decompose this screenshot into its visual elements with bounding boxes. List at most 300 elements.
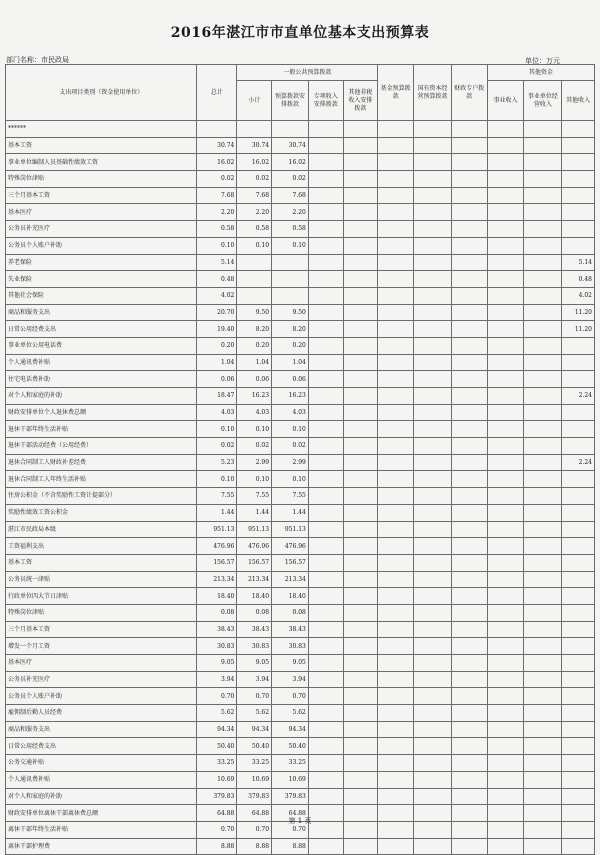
cell-fund-budget <box>378 771 414 788</box>
cell-total: 0.70 <box>197 821 237 838</box>
cell-budget-arranged: 4.03 <box>272 404 309 421</box>
row-label: 基本工资 <box>6 554 197 571</box>
cell-state-capital <box>414 304 452 321</box>
cell-budget-arranged: 0.02 <box>272 171 309 188</box>
cell-fiscal-special <box>451 354 487 371</box>
cell-nontax-income <box>343 287 378 304</box>
cell-business-income <box>487 621 524 638</box>
table-row <box>6 671 595 688</box>
cell-fiscal-special <box>451 454 487 471</box>
cell-operating-income <box>524 554 562 571</box>
cell-subtotal <box>237 254 272 271</box>
cell-subtotal: 8.88 <box>237 838 272 855</box>
header-other-funds: 其他资金 <box>487 65 594 81</box>
cell-other-income <box>562 204 595 221</box>
cell-special-income <box>308 454 343 471</box>
row-label: 奖励性绩效工资公积金 <box>6 504 197 521</box>
cell-total: 94.34 <box>197 721 237 738</box>
budget-table <box>5 64 595 855</box>
cell-fund-budget <box>378 271 414 288</box>
cell-budget-arranged: 0.20 <box>272 337 309 354</box>
cell-business-income <box>487 421 524 438</box>
cell-state-capital <box>414 287 452 304</box>
cell-subtotal: 0.10 <box>237 421 272 438</box>
cell-special-income <box>308 771 343 788</box>
cell-state-capital <box>414 438 452 455</box>
cell-total: 2.20 <box>197 204 237 221</box>
cell-fund-budget <box>378 404 414 421</box>
cell-special-income <box>308 271 343 288</box>
table-row <box>6 121 595 138</box>
cell-budget-arranged: 0.70 <box>272 688 309 705</box>
cell-operating-income <box>524 621 562 638</box>
cell-business-income <box>487 304 524 321</box>
row-label: 公务交通补贴 <box>6 755 197 772</box>
cell-budget-arranged: 0.10 <box>272 421 309 438</box>
cell-special-income <box>308 604 343 621</box>
cell-fiscal-special <box>451 237 487 254</box>
cell-other-income <box>562 371 595 388</box>
cell-budget-arranged: 8.20 <box>272 321 309 338</box>
cell-total: 5.23 <box>197 454 237 471</box>
cell-special-income <box>308 655 343 672</box>
cell-budget-arranged: 0.06 <box>272 371 309 388</box>
cell-special-income <box>308 621 343 638</box>
cell-operating-income <box>524 705 562 722</box>
cell-state-capital <box>414 788 452 805</box>
cell-fund-budget <box>378 254 414 271</box>
cell-operating-income <box>524 154 562 171</box>
row-label: 基本工资 <box>6 137 197 154</box>
row-label: 公务员个人账户补助 <box>6 237 197 254</box>
cell-special-income <box>308 688 343 705</box>
cell-budget-arranged <box>272 287 309 304</box>
cell-business-income <box>487 371 524 388</box>
cell-subtotal: 156.57 <box>237 554 272 571</box>
cell-budget-arranged: 0.10 <box>272 471 309 488</box>
header-other-income: 其他收入 <box>562 81 595 121</box>
cell-business-income <box>487 454 524 471</box>
row-label: 养老保险 <box>6 254 197 271</box>
cell-state-capital <box>414 221 452 238</box>
cell-total: 0.58 <box>197 221 237 238</box>
cell-fiscal-special <box>451 538 487 555</box>
header-item: 支出项目类别（资金使用单位） <box>6 65 197 121</box>
table-row <box>6 404 595 421</box>
cell-special-income <box>308 337 343 354</box>
cell-nontax-income <box>343 571 378 588</box>
cell-subtotal <box>237 287 272 304</box>
cell-state-capital <box>414 137 452 154</box>
cell-fund-budget <box>378 471 414 488</box>
page-title: 2016年湛江市市直单位基本支出预算表 <box>170 25 430 41</box>
cell-operating-income <box>524 671 562 688</box>
cell-operating-income <box>524 638 562 655</box>
cell-budget-arranged: 5.62 <box>272 705 309 722</box>
cell-budget-arranged: 33.25 <box>272 755 309 772</box>
cell-subtotal: 18.40 <box>237 588 272 605</box>
cell-budget-arranged: 951.13 <box>272 521 309 538</box>
cell-special-income <box>308 221 343 238</box>
cell-nontax-income <box>343 454 378 471</box>
cell-subtotal: 30.83 <box>237 638 272 655</box>
cell-budget-arranged: 30.83 <box>272 638 309 655</box>
cell-budget-arranged: 213.34 <box>272 571 309 588</box>
cell-fund-budget <box>378 604 414 621</box>
row-label: ****** <box>6 121 197 138</box>
cell-state-capital <box>414 588 452 605</box>
cell-operating-income <box>524 488 562 505</box>
cell-operating-income <box>524 738 562 755</box>
table-body <box>6 121 595 855</box>
cell-nontax-income <box>343 471 378 488</box>
cell-budget-arranged: 0.10 <box>272 237 309 254</box>
cell-nontax-income <box>343 738 378 755</box>
cell-other-income <box>562 655 595 672</box>
cell-subtotal: 4.03 <box>237 404 272 421</box>
cell-other-income <box>562 171 595 188</box>
cell-nontax-income <box>343 154 378 171</box>
cell-other-income <box>562 221 595 238</box>
cell-other-income <box>562 354 595 371</box>
table-row <box>6 388 595 405</box>
header-operating-income: 事业单位经营收入 <box>524 81 562 121</box>
cell-fund-budget <box>378 571 414 588</box>
cell-state-capital <box>414 671 452 688</box>
cell-nontax-income <box>343 421 378 438</box>
cell-subtotal: 38.43 <box>237 621 272 638</box>
cell-total: 19.40 <box>197 321 237 338</box>
cell-business-income <box>487 154 524 171</box>
cell-special-income <box>308 321 343 338</box>
cell-total: 0.02 <box>197 171 237 188</box>
cell-nontax-income <box>343 404 378 421</box>
table-row <box>6 705 595 722</box>
row-label: 湛江市民政局本级 <box>6 521 197 538</box>
cell-total: 213.34 <box>197 571 237 588</box>
cell-special-income <box>308 705 343 722</box>
cell-fund-budget <box>378 137 414 154</box>
cell-fiscal-special <box>451 438 487 455</box>
cell-operating-income <box>524 421 562 438</box>
cell-operating-income <box>524 271 562 288</box>
row-label: 退休干部活动经费（公用经费） <box>6 438 197 455</box>
cell-special-income <box>308 554 343 571</box>
row-label: 商品和服务支出 <box>6 721 197 738</box>
cell-other-income <box>562 421 595 438</box>
cell-fiscal-special <box>451 755 487 772</box>
table-row <box>6 171 595 188</box>
cell-special-income <box>308 488 343 505</box>
cell-business-income <box>487 287 524 304</box>
cell-subtotal <box>237 121 272 138</box>
cell-state-capital <box>414 354 452 371</box>
cell-subtotal: 64.88 <box>237 805 272 822</box>
cell-subtotal: 1.04 <box>237 354 272 371</box>
cell-fiscal-special <box>451 738 487 755</box>
cell-operating-income <box>524 538 562 555</box>
cell-other-income <box>562 121 595 138</box>
cell-budget-arranged <box>272 121 309 138</box>
cell-other-income <box>562 187 595 204</box>
cell-nontax-income <box>343 388 378 405</box>
row-label: 离休干部护理费 <box>6 838 197 855</box>
cell-business-income <box>487 688 524 705</box>
cell-total: 20.70 <box>197 304 237 321</box>
cell-subtotal: 7.68 <box>237 187 272 204</box>
cell-nontax-income <box>343 321 378 338</box>
row-label: 个人通讯费补贴 <box>6 771 197 788</box>
cell-special-income <box>308 571 343 588</box>
cell-special-income <box>308 137 343 154</box>
cell-other-income: 0.48 <box>562 271 595 288</box>
cell-operating-income <box>524 771 562 788</box>
cell-state-capital <box>414 755 452 772</box>
table-row <box>6 354 595 371</box>
cell-state-capital <box>414 321 452 338</box>
cell-business-income <box>487 588 524 605</box>
row-label: 公务员补充医疗 <box>6 221 197 238</box>
table-row <box>6 154 595 171</box>
cell-state-capital <box>414 604 452 621</box>
cell-subtotal: 0.02 <box>237 171 272 188</box>
cell-other-income <box>562 571 595 588</box>
cell-fund-budget <box>378 488 414 505</box>
header-budget-arranged: 预算拨款安排拨款 <box>272 81 309 121</box>
cell-fiscal-special <box>451 171 487 188</box>
cell-fiscal-special <box>451 254 487 271</box>
cell-special-income <box>308 304 343 321</box>
cell-business-income <box>487 788 524 805</box>
cell-total: 0.06 <box>197 371 237 388</box>
cell-total: 1.44 <box>197 504 237 521</box>
cell-fund-budget <box>378 588 414 605</box>
table-row <box>6 604 595 621</box>
cell-budget-arranged: 10.69 <box>272 771 309 788</box>
table-row <box>6 738 595 755</box>
row-label: 对个人和家庭的补助 <box>6 388 197 405</box>
cell-business-income <box>487 538 524 555</box>
cell-fund-budget <box>378 688 414 705</box>
row-label: 三个月基本工资 <box>6 621 197 638</box>
cell-other-income <box>562 638 595 655</box>
cell-other-income <box>562 337 595 354</box>
cell-other-income <box>562 554 595 571</box>
cell-fiscal-special <box>451 521 487 538</box>
cell-budget-arranged: 9.05 <box>272 655 309 672</box>
table-row <box>6 838 595 855</box>
cell-budget-arranged: 30.74 <box>272 137 309 154</box>
cell-business-income <box>487 671 524 688</box>
row-label: 雇佣制后勤人员经费 <box>6 705 197 722</box>
cell-other-income <box>562 838 595 855</box>
cell-other-income <box>562 237 595 254</box>
cell-special-income <box>308 187 343 204</box>
cell-business-income <box>487 721 524 738</box>
cell-other-income <box>562 488 595 505</box>
cell-other-income <box>562 404 595 421</box>
cell-special-income <box>308 388 343 405</box>
cell-fund-budget <box>378 554 414 571</box>
cell-total: 64.88 <box>197 805 237 822</box>
cell-business-income <box>487 187 524 204</box>
row-label: 其他社会保险 <box>6 287 197 304</box>
table-row <box>6 271 595 288</box>
cell-fiscal-special <box>451 304 487 321</box>
currency-unit-label: 单位：万元 <box>525 57 560 65</box>
cell-nontax-income <box>343 337 378 354</box>
cell-fiscal-special <box>451 337 487 354</box>
row-label: 事业单位公用电话费 <box>6 337 197 354</box>
cell-fiscal-special <box>451 721 487 738</box>
row-label: 财政安排单位个人退休费总额 <box>6 404 197 421</box>
row-label: 特殊岗位津贴 <box>6 604 197 621</box>
cell-fund-budget <box>378 204 414 221</box>
cell-nontax-income <box>343 755 378 772</box>
cell-operating-income <box>524 588 562 605</box>
cell-fund-budget <box>378 154 414 171</box>
cell-operating-income <box>524 388 562 405</box>
cell-other-income <box>562 154 595 171</box>
cell-total: 9.05 <box>197 655 237 672</box>
cell-subtotal: 0.70 <box>237 688 272 705</box>
table-row <box>6 571 595 588</box>
cell-total: 0.02 <box>197 438 237 455</box>
cell-other-income <box>562 588 595 605</box>
row-label: 工资福利支出 <box>6 538 197 555</box>
cell-special-income <box>308 421 343 438</box>
cell-fund-budget <box>378 705 414 722</box>
cell-fund-budget <box>378 738 414 755</box>
row-label: 退休干部年终生活补贴 <box>6 421 197 438</box>
cell-fiscal-special <box>451 621 487 638</box>
cell-subtotal <box>237 271 272 288</box>
cell-operating-income <box>524 604 562 621</box>
cell-business-income <box>487 321 524 338</box>
cell-state-capital <box>414 271 452 288</box>
cell-other-income <box>562 538 595 555</box>
cell-budget-arranged: 16.02 <box>272 154 309 171</box>
cell-fund-budget <box>378 421 414 438</box>
cell-fiscal-special <box>451 287 487 304</box>
cell-nontax-income <box>343 221 378 238</box>
cell-fund-budget <box>378 438 414 455</box>
cell-budget-arranged: 50.40 <box>272 738 309 755</box>
cell-nontax-income <box>343 521 378 538</box>
cell-nontax-income <box>343 187 378 204</box>
cell-subtotal: 2.20 <box>237 204 272 221</box>
cell-other-income: 2.24 <box>562 454 595 471</box>
cell-state-capital <box>414 187 452 204</box>
cell-state-capital <box>414 488 452 505</box>
cell-business-income <box>487 604 524 621</box>
cell-fiscal-special <box>451 121 487 138</box>
table-row <box>6 488 595 505</box>
table-row <box>6 554 595 571</box>
cell-other-income <box>562 604 595 621</box>
cell-budget-arranged: 1.44 <box>272 504 309 521</box>
header-state-capital: 国有资本经营预算拨款 <box>414 65 452 121</box>
header-business-income: 事业收入 <box>487 81 524 121</box>
cell-fund-budget <box>378 171 414 188</box>
department-label: 部门名称：市民政局 <box>6 56 69 64</box>
cell-total: 7.68 <box>197 187 237 204</box>
cell-fiscal-special <box>451 638 487 655</box>
cell-business-income <box>487 337 524 354</box>
cell-other-income <box>562 438 595 455</box>
cell-business-income <box>487 171 524 188</box>
cell-operating-income <box>524 221 562 238</box>
cell-subtotal: 16.23 <box>237 388 272 405</box>
table-row <box>6 621 595 638</box>
cell-budget-arranged: 2.99 <box>272 454 309 471</box>
cell-total: 951.13 <box>197 521 237 538</box>
cell-fund-budget <box>378 388 414 405</box>
cell-subtotal: 33.25 <box>237 755 272 772</box>
cell-fund-budget <box>378 838 414 855</box>
cell-operating-income <box>524 788 562 805</box>
row-label: 财政安排单位离休干部离休费总额 <box>6 805 197 822</box>
cell-total: 5.62 <box>197 705 237 722</box>
cell-budget-arranged: 3.94 <box>272 671 309 688</box>
cell-total: 156.57 <box>197 554 237 571</box>
cell-operating-income <box>524 237 562 254</box>
row-label: 日常公用经费支出 <box>6 321 197 338</box>
cell-operating-income <box>524 254 562 271</box>
cell-state-capital <box>414 538 452 555</box>
cell-state-capital <box>414 204 452 221</box>
cell-business-income <box>487 354 524 371</box>
row-label: 住宅电话费补助 <box>6 371 197 388</box>
cell-operating-income <box>524 688 562 705</box>
cell-operating-income <box>524 204 562 221</box>
table-row <box>6 721 595 738</box>
cell-fund-budget <box>378 788 414 805</box>
cell-subtotal: 9.50 <box>237 304 272 321</box>
cell-special-income <box>308 671 343 688</box>
cell-fund-budget <box>378 187 414 204</box>
cell-total: 30.74 <box>197 137 237 154</box>
cell-operating-income <box>524 454 562 471</box>
cell-subtotal: 8.20 <box>237 321 272 338</box>
table-row <box>6 321 595 338</box>
row-label: 对个人和家庭的补助 <box>6 788 197 805</box>
cell-business-income <box>487 271 524 288</box>
cell-state-capital <box>414 471 452 488</box>
cell-other-income <box>562 771 595 788</box>
cell-special-income <box>308 204 343 221</box>
cell-total: 4.02 <box>197 287 237 304</box>
cell-fund-budget <box>378 221 414 238</box>
cell-total: 33.25 <box>197 755 237 772</box>
cell-operating-income <box>524 354 562 371</box>
cell-state-capital <box>414 237 452 254</box>
cell-state-capital <box>414 121 452 138</box>
cell-subtotal: 0.06 <box>237 371 272 388</box>
cell-budget-arranged: 7.55 <box>272 488 309 505</box>
cell-subtotal: 94.34 <box>237 721 272 738</box>
cell-special-income <box>308 588 343 605</box>
cell-business-income <box>487 655 524 672</box>
cell-budget-arranged: 476.96 <box>272 538 309 555</box>
page-number: 第 1 页 <box>288 817 312 825</box>
cell-total: 476.96 <box>197 538 237 555</box>
cell-subtotal: 3.94 <box>237 671 272 688</box>
cell-total: 0.10 <box>197 237 237 254</box>
cell-nontax-income <box>343 137 378 154</box>
cell-subtotal: 0.02 <box>237 438 272 455</box>
cell-business-income <box>487 404 524 421</box>
